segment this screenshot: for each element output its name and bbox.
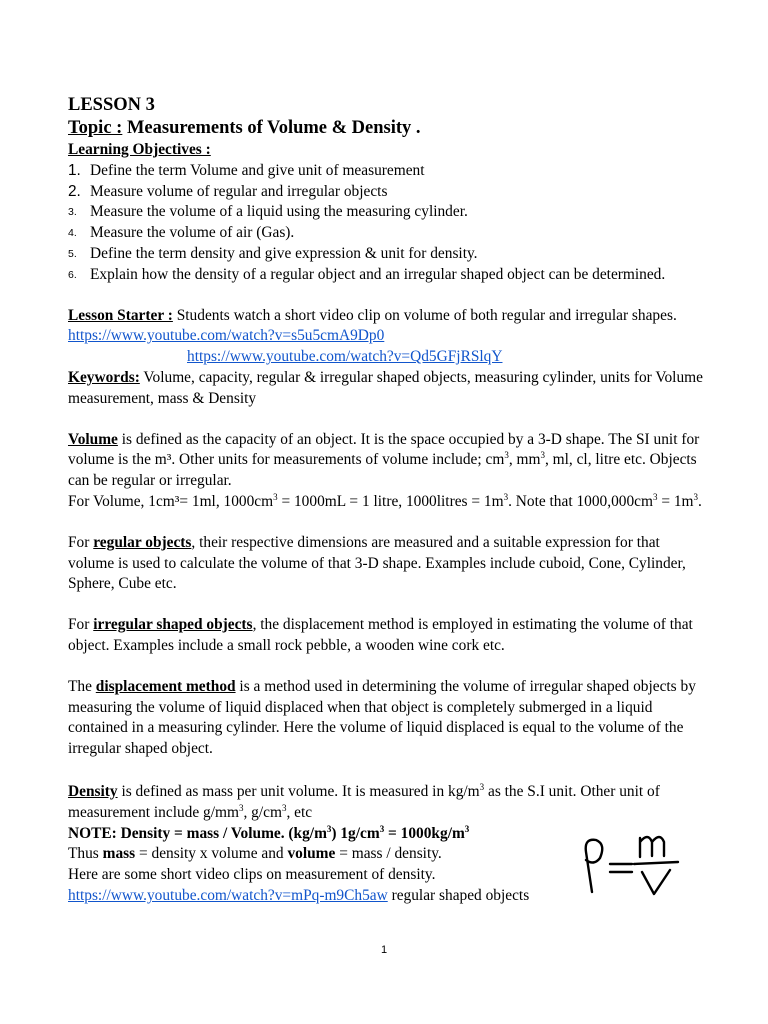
paragraph-text: For [68, 616, 94, 634]
starter-text: Students watch a short video clip on volume of both regular and irregular shapes. [172, 306, 677, 324]
superscript: 3 [379, 823, 385, 834]
keywords [68, 368, 708, 410]
note-text: ) 1g/cm [331, 824, 380, 842]
density-videos-intro: Here are some short video clips on measurement of density. [68, 866, 436, 884]
superscript: 3 [479, 781, 485, 792]
paragraph-text: is a method used in determining the volume of irregular shaped objects by measuring the volume of liquid displaced when that object is completely submerged in a liquid contained in a measuring cylinder. Here the volume of liquid displaced is equal to the volume of the irregular shaped object. [68, 677, 696, 758]
paragraph-text: For [68, 533, 94, 551]
superscript: 3 [464, 823, 470, 834]
volume-term: Volume [68, 430, 118, 448]
rho-symbol [586, 840, 603, 892]
fraction-bar [634, 862, 678, 864]
volume-conversions: . [698, 492, 702, 510]
volume-units: , mm [508, 451, 541, 469]
objective-text: Measure the volume of a liquid using the measuring cylinder. [90, 203, 468, 221]
superscript: 3 [693, 491, 699, 502]
paragraph-text: = mass / density. [335, 845, 442, 863]
paragraph-text: is defined as mass per unit volume. It is measured in kg/m [117, 782, 480, 800]
superscript: 3 [503, 491, 509, 502]
paragraph-text: Thus [68, 845, 103, 863]
objective-number: 1. [68, 161, 81, 179]
objective-item [68, 161, 708, 182]
handwritten-v [642, 870, 670, 894]
objective-text: Define the term Volume and give unit of measurement [90, 161, 425, 179]
equals-sign [610, 864, 632, 872]
keywords-text: Volume, capacity, regular & irregular shaped objects, measuring cylinder, units for Volume measurement, mass & Density [68, 368, 703, 407]
volume-conversions: = 1m [657, 492, 694, 510]
objective-number: 2. [68, 182, 81, 200]
superscript: 3 [504, 450, 509, 461]
objective-text: Explain how the density of a regular object and an irregular shaped object can be determined. [90, 265, 666, 283]
topic-title: Measurements of Volume & Density . [122, 118, 421, 138]
objective-number: 4. [68, 227, 77, 240]
paragraph-text: as the S.I unit. Other unit of measurement include g/mm [68, 782, 660, 821]
keywords-label: Keywords: [68, 368, 140, 386]
objective-item [68, 265, 708, 286]
volume-conversions: . Note that 1000,000cm [508, 492, 653, 510]
superscript: 3 [326, 823, 332, 834]
starter-label: Lesson Starter : [68, 306, 173, 324]
volume-definition: is defined as the capacity of an object. It is the space occupied by a 3-D shape. The SI unit for volume is the m³. Other units for measurements of volume include; cm [68, 430, 700, 469]
superscript: 3 [540, 450, 545, 461]
volume-conversions: For Volume, 1cm³= 1ml, 1000cm [68, 492, 274, 510]
lesson-heading: LESSON 3 [68, 95, 155, 115]
handwritten-density-formula [578, 830, 698, 900]
displacement-method-term: displacement method [95, 677, 236, 695]
objectives-heading: Learning Objectives : [68, 141, 211, 158]
irregular-objects-term: irregular shaped objects [93, 616, 253, 634]
handwritten-m [640, 837, 664, 857]
video-link-volume-2[interactable]: https://www.youtube.com/watch?v=Qd5GFjRSlqY [187, 348, 503, 366]
topic-label: Topic : [68, 118, 123, 138]
superscript: 3 [652, 491, 658, 502]
video-link-volume-1[interactable]: https://www.youtube.com/watch?v=s5u5cmA9Dp0 [68, 327, 385, 345]
density-term: Density [68, 782, 118, 800]
objective-item [68, 244, 708, 265]
paragraph-text: , etc [286, 803, 313, 821]
objective-number: 6. [68, 268, 77, 281]
objective-item [68, 223, 708, 244]
volume-units-rest: , ml, cl, litre etc. Objects can be regular or irregular. [68, 451, 697, 490]
superscript: 3 [273, 491, 278, 502]
note-text: = 1000kg/m [384, 824, 465, 842]
document-body [68, 94, 708, 907]
displacement-paragraph [68, 677, 708, 760]
objective-number: 3. [68, 206, 77, 219]
objective-item [68, 202, 708, 223]
regular-objects-paragraph [68, 533, 708, 595]
objective-item [68, 182, 708, 203]
note-text: NOTE: Density = mass / Volume. (kg/m [68, 824, 327, 842]
objectives-list [68, 161, 708, 286]
paragraph-text: The [68, 677, 96, 695]
volume-paragraph [68, 430, 708, 513]
paragraph-text: = density x volume and [135, 845, 288, 863]
lesson-starter [68, 306, 708, 368]
objective-text: Measure the volume of air (Gas). [90, 224, 295, 242]
objective-text: Measure volume of regular and irregular objects [90, 182, 388, 200]
page-number: 1 [380, 944, 388, 956]
topic-heading [68, 116, 708, 140]
irregular-objects-paragraph [68, 615, 708, 657]
superscript: 3 [238, 802, 244, 813]
video-link-density[interactable]: https://www.youtube.com/watch?v=mPq-m9Ch5aw [68, 886, 388, 904]
objective-number: 5. [68, 247, 77, 260]
mass-term: mass [102, 845, 136, 863]
paragraph-text: , the displacement method is employed in estimating the volume of that object. Examples include a small rock pebble, a wooden wine cork etc. [68, 616, 693, 654]
volume-term-bold: volume [287, 845, 336, 863]
paragraph-text: , g/cm [243, 803, 282, 821]
regular-objects-term: regular objects [93, 533, 192, 551]
superscript: 3 [281, 802, 287, 813]
objective-text: Define the term density and give expression & unit for density. [90, 244, 478, 262]
density-note [68, 825, 469, 842]
link-caption: regular shaped objects [387, 886, 530, 904]
paragraph-text: , their respective dimensions are measured and a suitable expression for that volume is used to calculate the volume of that 3-D shape. Examples include cuboid, Cone, Cylinder, Sphere, Cube etc. [68, 533, 686, 593]
volume-conversions: = 1000mL = 1 litre, 1000litres = 1m [277, 492, 504, 510]
